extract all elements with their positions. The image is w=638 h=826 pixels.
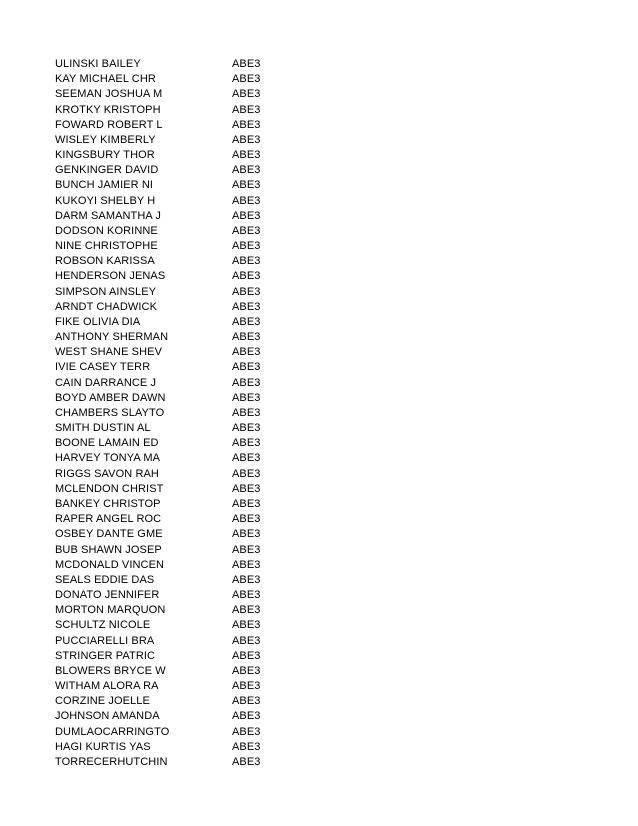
person-name: BANKEY CHRISTOP: [55, 497, 161, 510]
group-code: ABE3: [232, 437, 261, 450]
person-name: ROBSON KARISSA: [55, 255, 155, 268]
person-name: BOONE LAMAIN ED: [55, 437, 159, 450]
person-name: DUMLAOCARRINGTO: [55, 725, 170, 738]
person-name: KAY MICHAEL CHR: [55, 73, 156, 86]
list-item: [55, 239, 272, 254]
list-item: [55, 725, 272, 740]
person-name: ULINSKI BAILEY: [55, 58, 141, 70]
person-name: WEST SHANE SHEV: [55, 346, 163, 359]
group-code: ABE3: [232, 619, 261, 632]
group-code: ABE3: [232, 573, 261, 586]
list-item: [55, 664, 272, 679]
group-code: ABE3: [232, 467, 261, 480]
person-name: WITHAM ALORA RA: [55, 680, 159, 693]
list-item: [55, 194, 272, 209]
list-item: [55, 103, 272, 118]
person-name: CORZINE JOELLE: [55, 695, 150, 708]
group-code: ABE3: [232, 406, 261, 419]
group-code: ABE3: [232, 346, 261, 359]
list-item: [55, 391, 272, 406]
person-name: RAPER ANGEL ROC: [55, 513, 162, 526]
list-item: [55, 709, 272, 724]
group-code: ABE3: [232, 695, 261, 708]
list-item: [55, 694, 272, 709]
list-item: [55, 603, 272, 618]
list-item: [55, 300, 272, 315]
person-name: GENKINGER DAVID: [55, 164, 159, 177]
group-code: ABE3: [232, 513, 261, 526]
list-item: [55, 254, 272, 269]
list-item: [55, 512, 272, 527]
list-item: [55, 87, 272, 102]
list-item: [55, 755, 272, 770]
group-code: ABE3: [232, 194, 261, 207]
group-code: ABE3: [232, 300, 261, 313]
list-item: [55, 421, 272, 436]
group-code: ABE3: [232, 725, 261, 738]
list-item: [55, 451, 272, 466]
group-code: ABE3: [232, 755, 261, 768]
person-name: RIGGS SAVON RAH: [55, 467, 159, 480]
list-item: [55, 163, 272, 178]
list-item: [55, 209, 272, 224]
group-code: ABE3: [232, 149, 261, 162]
list-item: [55, 497, 272, 512]
list-item: [55, 224, 272, 239]
group-code: ABE3: [232, 361, 261, 374]
group-code: ABE3: [232, 634, 261, 647]
person-name: DONATO JENNIFER: [55, 589, 160, 602]
group-code: ABE3: [232, 58, 261, 70]
group-code: ABE3: [232, 422, 261, 435]
person-name: OSBEY DANTE GME: [55, 528, 163, 541]
list-item: [55, 330, 272, 345]
person-name: SMITH DUSTIN AL: [55, 422, 151, 435]
list-item: [55, 178, 272, 193]
person-name: TORRECERHUTCHIN: [55, 755, 168, 768]
group-code: ABE3: [232, 73, 261, 86]
group-code: ABE3: [232, 680, 261, 693]
group-code: ABE3: [232, 740, 261, 753]
group-code: ABE3: [232, 331, 261, 344]
group-code: ABE3: [232, 452, 261, 465]
person-name: NINE CHRISTOPHE: [55, 240, 158, 253]
person-name: KUKOYI SHELBY H: [55, 194, 156, 207]
group-code: ABE3: [232, 270, 261, 283]
group-code: ABE3: [232, 604, 261, 617]
person-name: SIMPSON AINSLEY: [55, 285, 157, 298]
group-code: ABE3: [232, 224, 261, 237]
list-item: [55, 148, 272, 163]
group-code: ABE3: [232, 664, 261, 677]
person-name: BUB SHAWN JOSEP: [55, 543, 162, 556]
group-code: ABE3: [232, 391, 261, 404]
list-item: [55, 558, 272, 573]
list-item: [55, 618, 272, 633]
person-name: CHAMBERS SLAYTO: [55, 406, 165, 419]
list-item: [55, 360, 272, 375]
person-name: SEALS EDDIE DAS: [55, 573, 155, 586]
person-name: JOHNSON AMANDA: [55, 710, 160, 723]
person-name: HENDERSON JENAS: [55, 270, 166, 283]
list-item: [55, 679, 272, 694]
group-code: ABE3: [232, 710, 261, 723]
list-item: [55, 133, 272, 148]
group-code: ABE3: [232, 497, 261, 510]
person-name: FIKE OLIVIA DIA: [55, 315, 141, 328]
list-item: [55, 376, 272, 391]
person-name: STRINGER PATRIC: [55, 649, 156, 662]
group-code: ABE3: [232, 528, 261, 541]
list-item: [55, 649, 272, 664]
list-item: [55, 740, 272, 755]
list-item: [55, 118, 272, 133]
group-code: ABE3: [232, 589, 261, 602]
person-name: FOWARD ROBERT L: [55, 118, 163, 131]
list-item: [55, 57, 272, 72]
list-item: [55, 467, 272, 482]
person-name: MORTON MARQUON: [55, 604, 166, 617]
list-item: [55, 285, 272, 300]
list-item: [55, 345, 272, 360]
group-code: ABE3: [232, 376, 261, 389]
person-name: MCDONALD VINCEN: [55, 558, 165, 571]
group-code: ABE3: [232, 543, 261, 556]
person-name: ANTHONY SHERMAN: [55, 331, 169, 344]
group-code: ABE3: [232, 255, 261, 268]
group-code: ABE3: [232, 209, 261, 222]
group-code: ABE3: [232, 315, 261, 328]
person-name: BLOWERS BRYCE W: [55, 664, 166, 677]
group-code: ABE3: [232, 285, 261, 298]
list-item: [55, 72, 272, 87]
list-item: [55, 482, 272, 497]
list-item: [55, 527, 272, 542]
person-name: DARM SAMANTHA J: [55, 209, 162, 222]
group-code: ABE3: [232, 482, 261, 495]
list-item: [55, 269, 272, 284]
person-name: SEEMAN JOSHUA M: [55, 88, 163, 101]
person-name: CAIN DARRANCE J: [55, 376, 157, 389]
group-code: ABE3: [232, 164, 261, 177]
person-name: BOYD AMBER DAWN: [55, 391, 166, 404]
list-item: [55, 543, 272, 558]
list-item: [55, 588, 272, 603]
group-code: ABE3: [232, 240, 261, 253]
group-code: ABE3: [232, 558, 261, 571]
person-name: ARNDT CHADWICK: [55, 300, 158, 313]
group-code: ABE3: [232, 179, 261, 192]
list-item: [55, 573, 272, 588]
person-name: IVIE CASEY TERR: [55, 361, 151, 374]
person-name: MCLENDON CHRIST: [55, 482, 164, 495]
person-name: PUCCIARELLI BRA: [55, 634, 155, 647]
person-name: DODSON KORINNE: [55, 224, 158, 237]
group-code: ABE3: [232, 649, 261, 662]
list-item: [55, 436, 272, 451]
group-code: ABE3: [232, 88, 261, 101]
person-name: SCHULTZ NICOLE: [55, 619, 151, 632]
person-name: KINGSBURY THOR: [55, 149, 155, 162]
group-code: ABE3: [232, 118, 261, 131]
person-name: HAGI KURTIS YAS: [55, 740, 151, 753]
person-name: HARVEY TONYA MA: [55, 452, 161, 465]
group-code: ABE3: [232, 133, 261, 146]
group-code: ABE3: [232, 103, 261, 116]
list-item: [55, 315, 272, 330]
list-item: [55, 634, 272, 649]
person-name: KROTKY KRISTOPH: [55, 103, 161, 116]
list-item: [55, 406, 272, 421]
person-name: WISLEY KIMBERLY: [55, 133, 156, 146]
name-code-list: [55, 57, 272, 770]
person-name: BUNCH JAMIER NI: [55, 179, 154, 192]
